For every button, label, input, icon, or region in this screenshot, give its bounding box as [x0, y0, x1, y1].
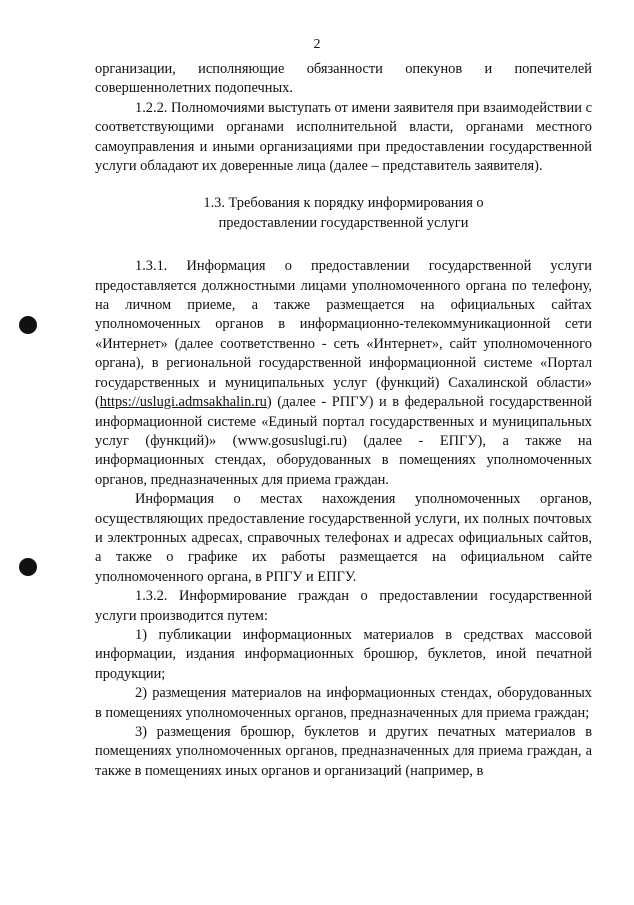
list-item: 3) размещения брошюр, буклетов и других печатных материалов в помещениях уполномоченных органов, предназначенных для приема граждан, а также в помещениях иных органов и организаций (например, в [95, 724, 592, 779]
paragraph-1-3-1-text-b: ) (далее - РПГУ) и в федеральной государственной информационной системе «Единый портал государственных и муниципальных услуг (функций)» (www.gosuslugi.ru) (далее - ЕПГУ), а также на информационных стендах, оборудованных в помещениях уполномоченных органов, предназначенных для приема граждан. [95, 394, 592, 488]
list-item: 1) публикации информационных материалов в средствах массовой информации, издания информационных брошюр, буклетов, иной печатной продукции; [95, 626, 592, 682]
section-heading-1-3 [95, 194, 592, 233]
paragraph-1-3-1 [95, 257, 592, 490]
heading-line-2: предоставлении государственной услуги [218, 214, 469, 231]
paragraph-info-places: Информация о местах нахождения уполномоченных органов, осуществляющих предоставление государственной услуги, их полных почтовых и электронных адресах, справочных телефонах и адресах официальных сайтов, а также о графике их работы размещается на официальном сайте уполномоченного органа, в РПГУ и ЕПГУ. [95, 491, 592, 585]
paragraph-1-2-2: 1.2.2. Полномочиями выступать от имени заявителя при взаимодействии с соответствующими органами исполнительной власти, органами местного самоуправления и иными организациями при предоставлении государственной услуги обладают их доверенные лица (далее – представитель заявителя). [95, 99, 592, 175]
paragraph-continuation: организации, исполняющие обязанности опекунов и попечителей совершеннолетних подопечных. [95, 61, 592, 97]
binder-hole-marker [19, 316, 37, 334]
document-body [95, 60, 592, 781]
rpgu-link[interactable]: https://uslugi.admsakhalin.ru [99, 394, 267, 411]
list-item: 2) размещения материалов на информационных стендах, оборудованных в помещениях уполномоченных органов, предназначенных для приема граждан; [95, 685, 592, 721]
binder-hole-marker [19, 558, 37, 576]
paragraph-1-3-2: 1.3.2. Информирование граждан о предоставлении государственной услуги производится путем: [95, 588, 592, 624]
page-number: 2 [313, 37, 321, 52]
heading-line-1: 1.3. Требования к порядку информирования о [203, 195, 484, 212]
paragraph-1-3-1-text-a: 1.3.1. Информация о предоставлении государственной услуги предоставляется должностными лицами уполномоченного органа по телефону, на личном приеме, а также размещается на официальных сайтах уполномоченных органов в информационно-телекоммуникационной сети «Интернет» (далее соответственно - сеть «Интернет», сайт уполномоченного органа), в региональной государственной информационной системе «Портал государственных и муниципальных услуг (функций) Сахалинской области» ( [95, 258, 592, 411]
